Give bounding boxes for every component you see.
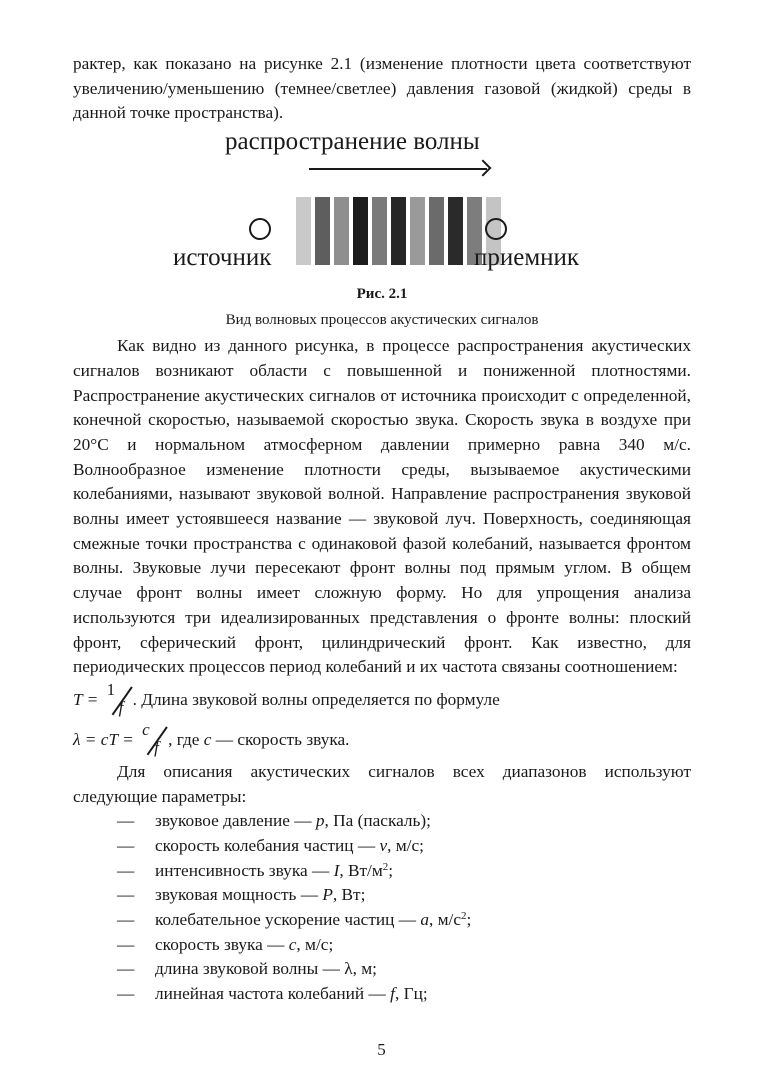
list-dash: —: [117, 811, 135, 831]
list-dash: —: [117, 934, 135, 954]
param-name: звуковое давление —: [155, 811, 312, 831]
param-name: длина звуковой волны — λ: [155, 959, 353, 979]
wave-bar: [391, 197, 406, 265]
list-dash: —: [117, 959, 135, 979]
param-symbol: f: [390, 984, 395, 1004]
param-name: звуковая мощность —: [155, 885, 318, 905]
fraction-one-over-f: [103, 679, 133, 718]
params-intro: Для описания акустических сигналов всех диапазонов используют следующие параметры:: [73, 761, 691, 806]
source-circle-icon: [249, 218, 271, 240]
wave-bar: [429, 197, 444, 265]
param-name: скорость звука —: [155, 934, 285, 954]
param-unit: , м/с;: [387, 836, 424, 856]
formula-wavelength-line: [73, 720, 691, 760]
wave-bar: [410, 197, 425, 265]
main-paragraph: Как видно из данного рисунка, в процессе распространения акустических сигналов возникают области с повышенной и пониженной плотностями. Распространение акустических сигналов от источника происходит с определенной, конечной скоростью, называемой скоростью звука. Скорость звука в воздухе при 20°С и нормальном атмосферном давлении примерно равна 340 м/с. Волнообразное изменение плотности среды, вызываемое акустическими колебаниями, называют звуковой волной. Направление распространения звуковой волны имеет устоявшееся название — звуковой луч. Поверхность, соединяющая смежные точки пространства с одинаковой фазой колебаний, называется фронтом волны. Звуковые лучи пересекают фронт волны под прямым углом. В общем случае фронт волны имеет сложную форму. Но для упрощения анализа используются три идеализированных представления о фронте волны: плоский фронт, сферический фронт, цилиндрический фронт. Как известно, для периодических процессов период колебаний и их частота связаны соотношением:: [73, 336, 691, 677]
wave-bar: [334, 197, 349, 265]
formula-period-lhs: T =: [73, 689, 99, 709]
parameters-list: [73, 809, 691, 1007]
fraction-numerator: c: [142, 719, 150, 739]
param-unit: , м/с;: [296, 934, 334, 954]
wave-bar: [372, 197, 387, 265]
param-symbol: P: [322, 885, 333, 905]
param-unit: , Гц;: [394, 984, 428, 1004]
figure-title: распространение волны: [225, 128, 480, 156]
fraction-denominator: f: [154, 737, 159, 757]
wave-bar: [353, 197, 368, 265]
list-dash: —: [117, 860, 135, 880]
list-dash: —: [117, 984, 135, 1004]
arrow-icon: [309, 168, 487, 170]
param-unit: , м;: [352, 959, 377, 979]
formula-wavelength-var: c: [203, 729, 212, 749]
list-item: [73, 809, 691, 834]
param-symbol: I: [333, 860, 340, 880]
param-symbol: v: [379, 836, 388, 856]
list-dash: —: [117, 885, 135, 905]
formula-wavelength-tail: — скорость звука.: [215, 729, 350, 749]
intro-paragraph: рактер, как показано на рисунке 2.1 (изменение плотности цвета соответствуют увеличению/уменьшению (темнее/светлее) давления газовой (жидкой) среды в данной точке пространства).: [73, 54, 691, 123]
fraction-c-over-f: [138, 719, 168, 758]
formula-period-after: . Длина звуковой волны определяется по формуле: [132, 689, 500, 709]
list-item: [73, 859, 691, 884]
param-unit: , Вт;: [332, 885, 366, 905]
figure-caption-text: Вид волновых процессов акустических сигналов: [225, 312, 539, 329]
param-end: ;: [388, 860, 394, 880]
wave-bar: [296, 197, 311, 265]
param-unit: , м/с: [428, 910, 462, 930]
param-end: ;: [466, 910, 472, 930]
receiver-label: приемник: [474, 244, 580, 272]
formula-period-line: [73, 680, 691, 720]
param-name: линейная частота колебаний —: [155, 984, 386, 1004]
figure-wave: [73, 128, 691, 272]
formula-wavelength-lhs: λ = cT =: [73, 729, 134, 749]
fraction-denominator: f: [118, 697, 124, 717]
param-symbol: a: [420, 910, 429, 930]
wave-bar: [448, 197, 463, 265]
list-item: [73, 933, 691, 958]
source-label: источник: [173, 244, 272, 272]
formula-wavelength-after: , где: [168, 729, 200, 749]
wave-bar: [315, 197, 330, 265]
param-unit-exponent: 2: [382, 860, 389, 873]
list-item: [73, 834, 691, 859]
fraction-numerator: 1: [106, 679, 116, 699]
list-dash: —: [117, 910, 135, 930]
param-symbol: p: [315, 811, 325, 831]
figure-caption-number: Рис. 2.1: [356, 286, 408, 303]
receiver-circle-icon: [485, 218, 507, 240]
page-content: [73, 52, 691, 1007]
list-item: [73, 957, 691, 982]
param-name: интенсивность звука —: [155, 860, 330, 880]
param-name: скорость колебания частиц —: [155, 836, 376, 856]
page-number: 5: [377, 1040, 386, 1059]
param-symbol: c: [288, 934, 297, 954]
list-item: [73, 883, 691, 908]
wave-density-bars: [296, 197, 501, 265]
list-dash: —: [117, 836, 135, 856]
param-unit-exponent: 2: [461, 910, 467, 923]
list-item: [73, 908, 691, 933]
param-unit: , Вт/м: [339, 860, 383, 880]
param-unit: , Па (паскаль);: [324, 811, 431, 831]
list-item: [73, 982, 691, 1007]
param-name: колебательное ускорение частиц —: [155, 910, 417, 930]
